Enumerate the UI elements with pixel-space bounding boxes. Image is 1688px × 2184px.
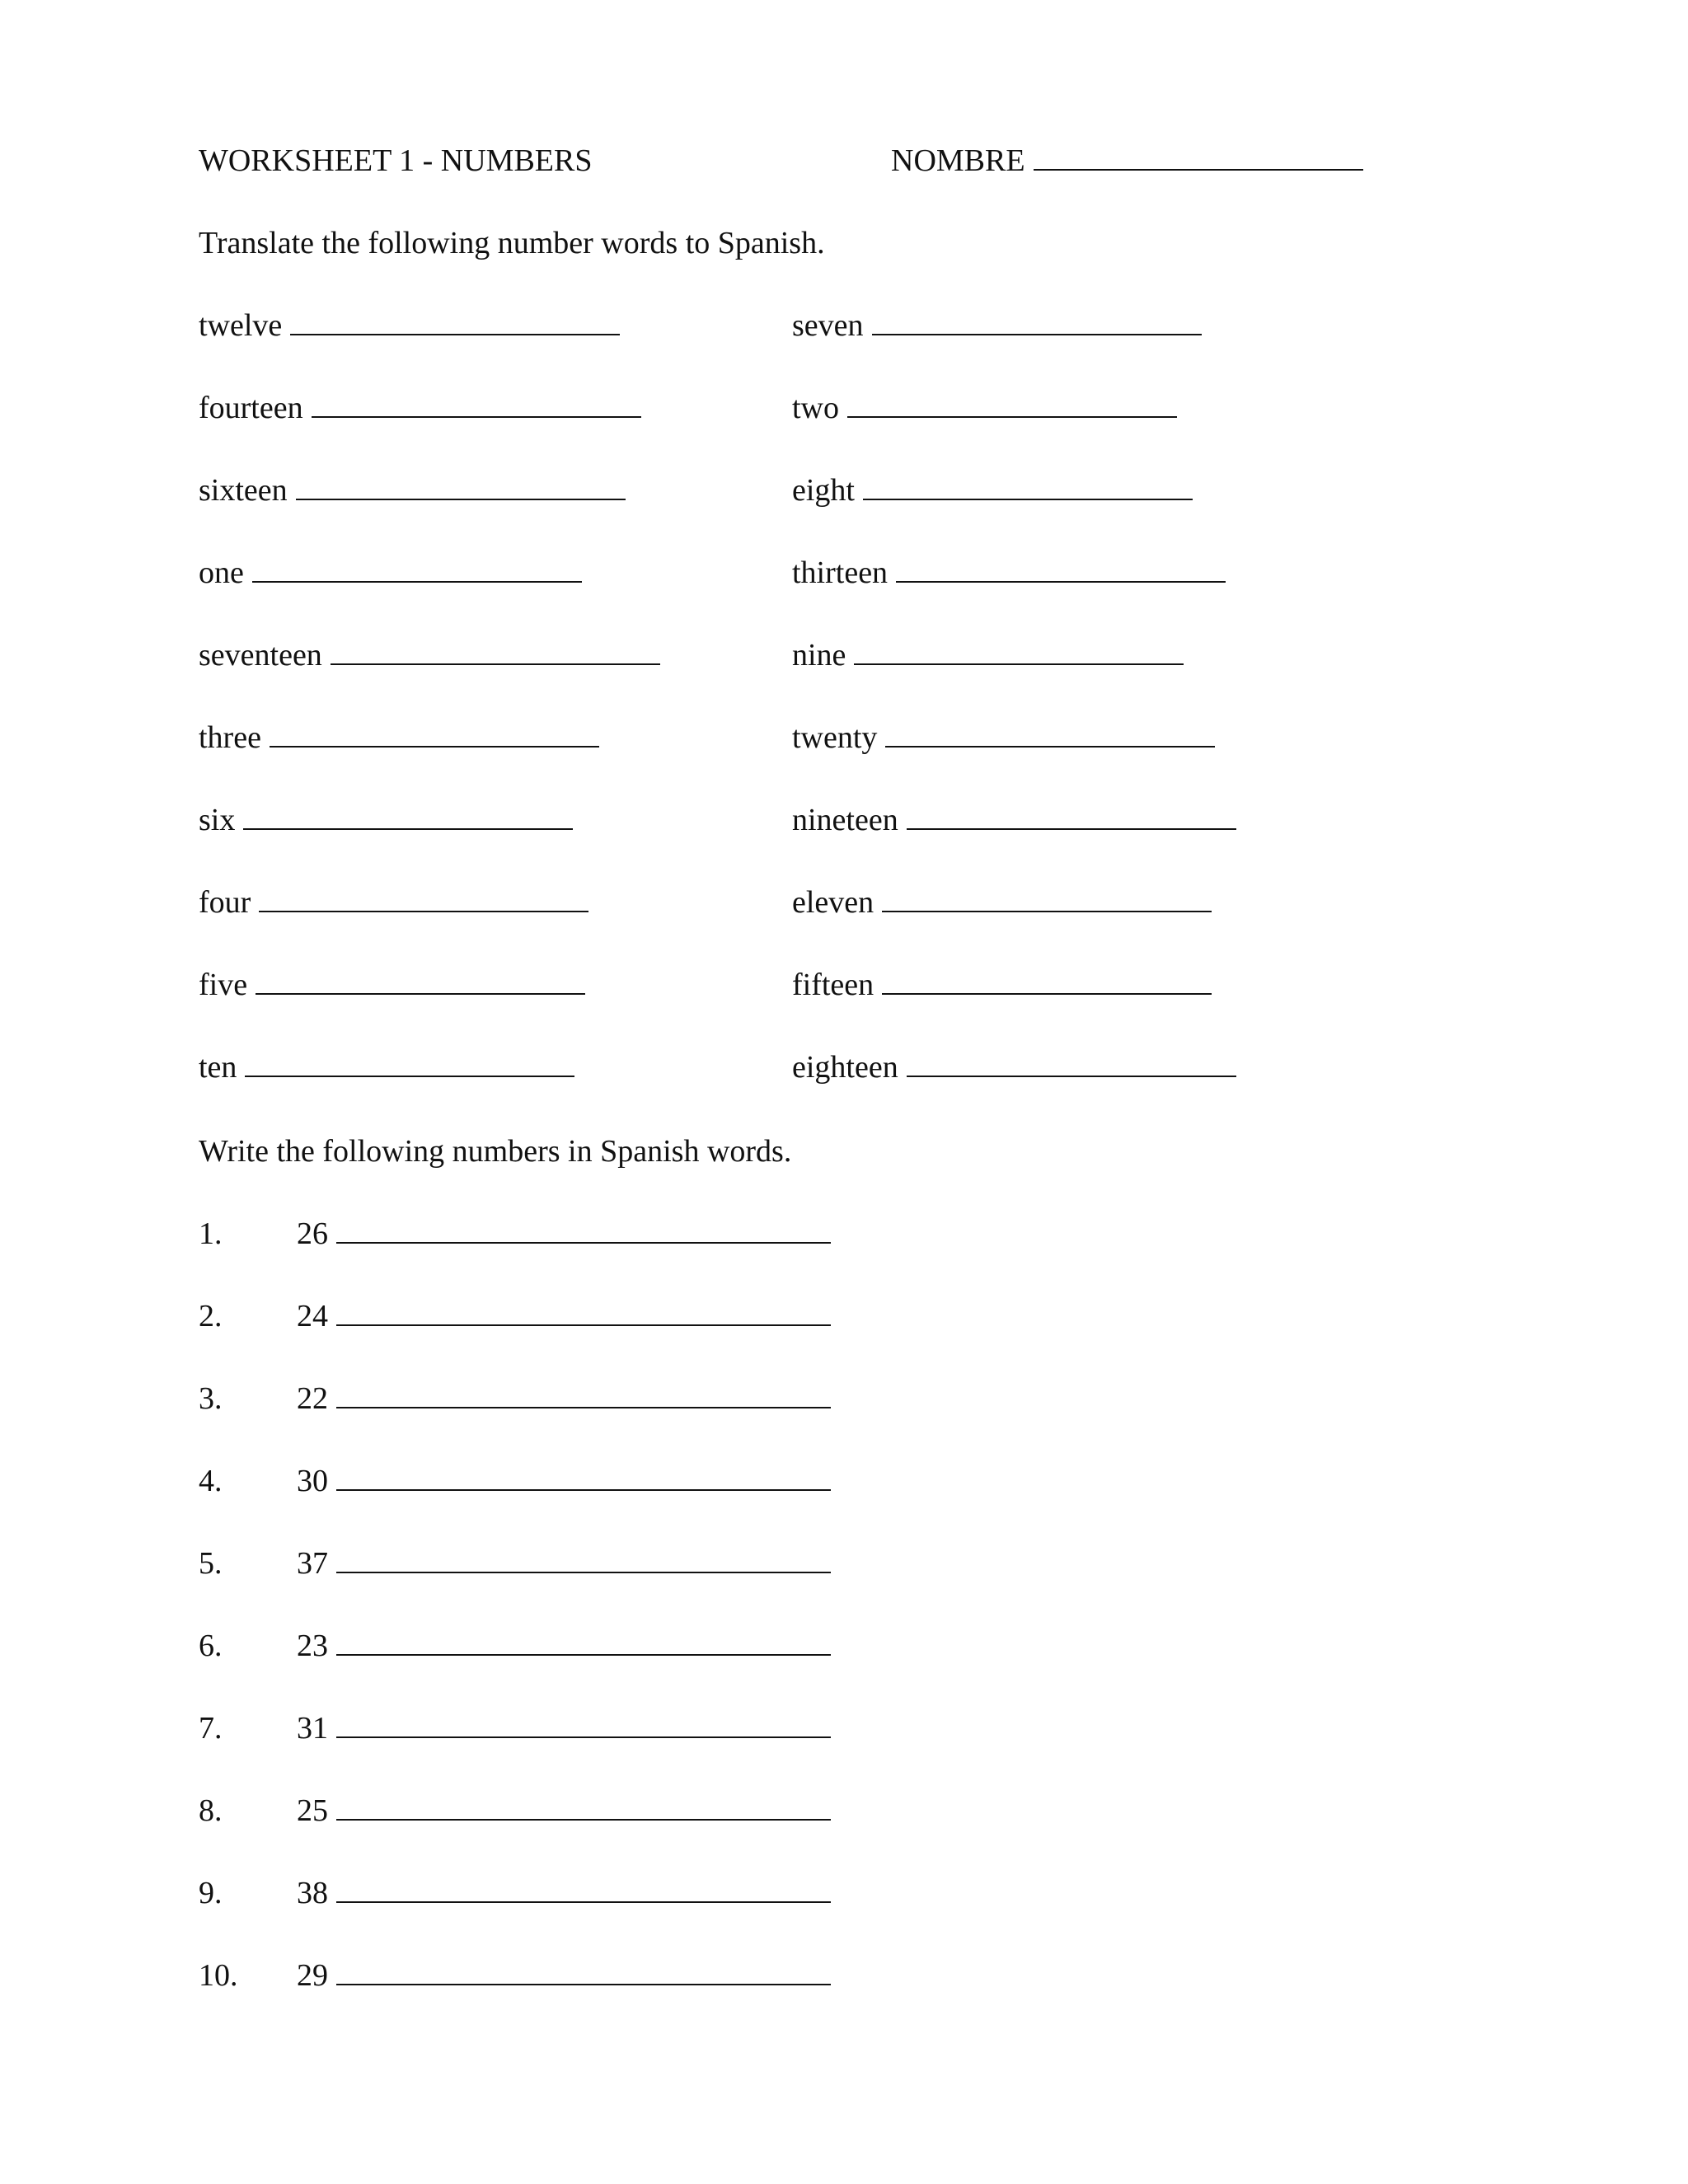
word-label: thirteen xyxy=(792,555,889,590)
answer-blank[interactable] xyxy=(336,1814,831,1821)
number-item xyxy=(297,1301,831,1332)
number-item xyxy=(297,1465,831,1497)
number-value: 29 xyxy=(297,1958,328,1993)
translate-item xyxy=(792,392,1177,424)
translate-item xyxy=(792,475,1193,506)
answer-blank[interactable] xyxy=(336,1237,831,1244)
item-number: 6. xyxy=(199,1629,223,1663)
number-value: 37 xyxy=(297,1546,328,1581)
number-item xyxy=(297,1795,831,1826)
translate-item xyxy=(199,557,582,588)
answer-blank[interactable] xyxy=(336,1402,831,1408)
word-label: sixteen xyxy=(199,473,288,508)
answer-blank[interactable] xyxy=(336,1896,831,1903)
answer-blank[interactable] xyxy=(336,1649,831,1656)
word-label: seventeen xyxy=(199,638,322,673)
answer-blank[interactable] xyxy=(296,494,626,500)
word-label: five xyxy=(199,968,248,1002)
item-number: 5. xyxy=(199,1546,223,1581)
number-item xyxy=(297,1548,831,1579)
number-value: 22 xyxy=(297,1381,328,1416)
word-label: three xyxy=(199,720,261,755)
translate-item xyxy=(792,640,1184,671)
translate-item xyxy=(199,310,620,341)
word-label: twenty xyxy=(792,720,878,755)
word-label: nineteen xyxy=(792,803,898,837)
answer-blank[interactable] xyxy=(312,411,641,418)
answer-blank[interactable] xyxy=(872,329,1202,335)
answer-blank[interactable] xyxy=(336,1979,831,1985)
worksheet-title-text: WORKSHEET 1 - NUMBERS xyxy=(199,143,593,178)
word-label: four xyxy=(199,885,251,920)
translate-item xyxy=(792,557,1226,588)
answer-blank[interactable] xyxy=(331,658,660,665)
translate-item xyxy=(792,310,1202,341)
number-item xyxy=(297,1877,831,1909)
answer-blank[interactable] xyxy=(847,411,1177,418)
section1-instruction xyxy=(199,227,825,259)
item-number: 2. xyxy=(199,1299,223,1333)
answer-blank[interactable] xyxy=(270,741,599,748)
translate-item xyxy=(792,722,1215,753)
word-label: eighteen xyxy=(792,1050,898,1085)
translate-item xyxy=(199,392,641,424)
answer-blank[interactable] xyxy=(245,1071,574,1077)
name-label: NOMBRE xyxy=(891,143,1025,178)
answer-blank[interactable] xyxy=(252,576,582,583)
name-blank[interactable] xyxy=(1034,164,1363,171)
item-number: 10. xyxy=(199,1958,238,1993)
word-label: eight xyxy=(792,473,855,508)
translate-item xyxy=(792,804,1236,836)
number-item xyxy=(297,1713,831,1744)
translate-item xyxy=(199,1052,574,1083)
number-value: 26 xyxy=(297,1216,328,1251)
word-label: nine xyxy=(792,638,846,673)
translate-item xyxy=(792,969,1212,1001)
answer-blank[interactable] xyxy=(907,823,1236,830)
answer-blank[interactable] xyxy=(885,741,1215,748)
word-label: fourteen xyxy=(199,391,303,425)
item-number: 8. xyxy=(199,1793,223,1828)
number-item xyxy=(297,1218,831,1249)
number-value: 38 xyxy=(297,1876,328,1910)
answer-blank[interactable] xyxy=(882,906,1212,912)
translate-item xyxy=(792,1052,1236,1083)
translate-item xyxy=(199,640,660,671)
word-label: one xyxy=(199,555,244,590)
item-number: 1. xyxy=(199,1216,223,1251)
word-label: two xyxy=(792,391,839,425)
answer-blank[interactable] xyxy=(896,576,1226,583)
section2-instruction xyxy=(199,1136,791,1167)
word-label: ten xyxy=(199,1050,237,1085)
answer-blank[interactable] xyxy=(907,1071,1236,1077)
word-label: eleven xyxy=(792,885,874,920)
worksheet-title xyxy=(199,145,593,176)
answer-blank[interactable] xyxy=(863,494,1193,500)
section1-instruction-text: Translate the following number words to Spanish. xyxy=(199,226,825,260)
answer-blank[interactable] xyxy=(290,329,620,335)
word-label: fifteen xyxy=(792,968,874,1002)
number-value: 23 xyxy=(297,1629,328,1663)
translate-item xyxy=(199,804,573,836)
number-value: 31 xyxy=(297,1711,328,1746)
answer-blank[interactable] xyxy=(336,1484,831,1491)
translate-item xyxy=(199,475,626,506)
answer-blank[interactable] xyxy=(336,1319,831,1326)
number-value: 30 xyxy=(297,1464,328,1498)
item-number: 9. xyxy=(199,1876,223,1910)
section2-instruction-text: Write the following numbers in Spanish words. xyxy=(199,1134,792,1169)
item-number: 3. xyxy=(199,1381,223,1416)
translate-item xyxy=(199,969,585,1001)
word-label: seven xyxy=(792,308,864,343)
number-value: 24 xyxy=(297,1299,328,1333)
answer-blank[interactable] xyxy=(882,988,1212,995)
answer-blank[interactable] xyxy=(243,823,573,830)
number-item xyxy=(297,1630,831,1661)
answer-blank[interactable] xyxy=(854,658,1184,665)
translate-item xyxy=(199,887,588,918)
translate-item xyxy=(199,722,599,753)
word-label: twelve xyxy=(199,308,283,343)
word-label: six xyxy=(199,803,236,837)
name-field xyxy=(891,145,1363,176)
answer-blank[interactable] xyxy=(336,1567,831,1573)
number-value: 25 xyxy=(297,1793,328,1828)
answer-blank[interactable] xyxy=(256,988,585,995)
answer-blank[interactable] xyxy=(259,906,588,912)
translate-item xyxy=(792,887,1212,918)
answer-blank[interactable] xyxy=(336,1732,831,1738)
number-item xyxy=(297,1960,831,1991)
number-item xyxy=(297,1383,831,1414)
item-number: 7. xyxy=(199,1711,223,1746)
item-number: 4. xyxy=(199,1464,223,1498)
